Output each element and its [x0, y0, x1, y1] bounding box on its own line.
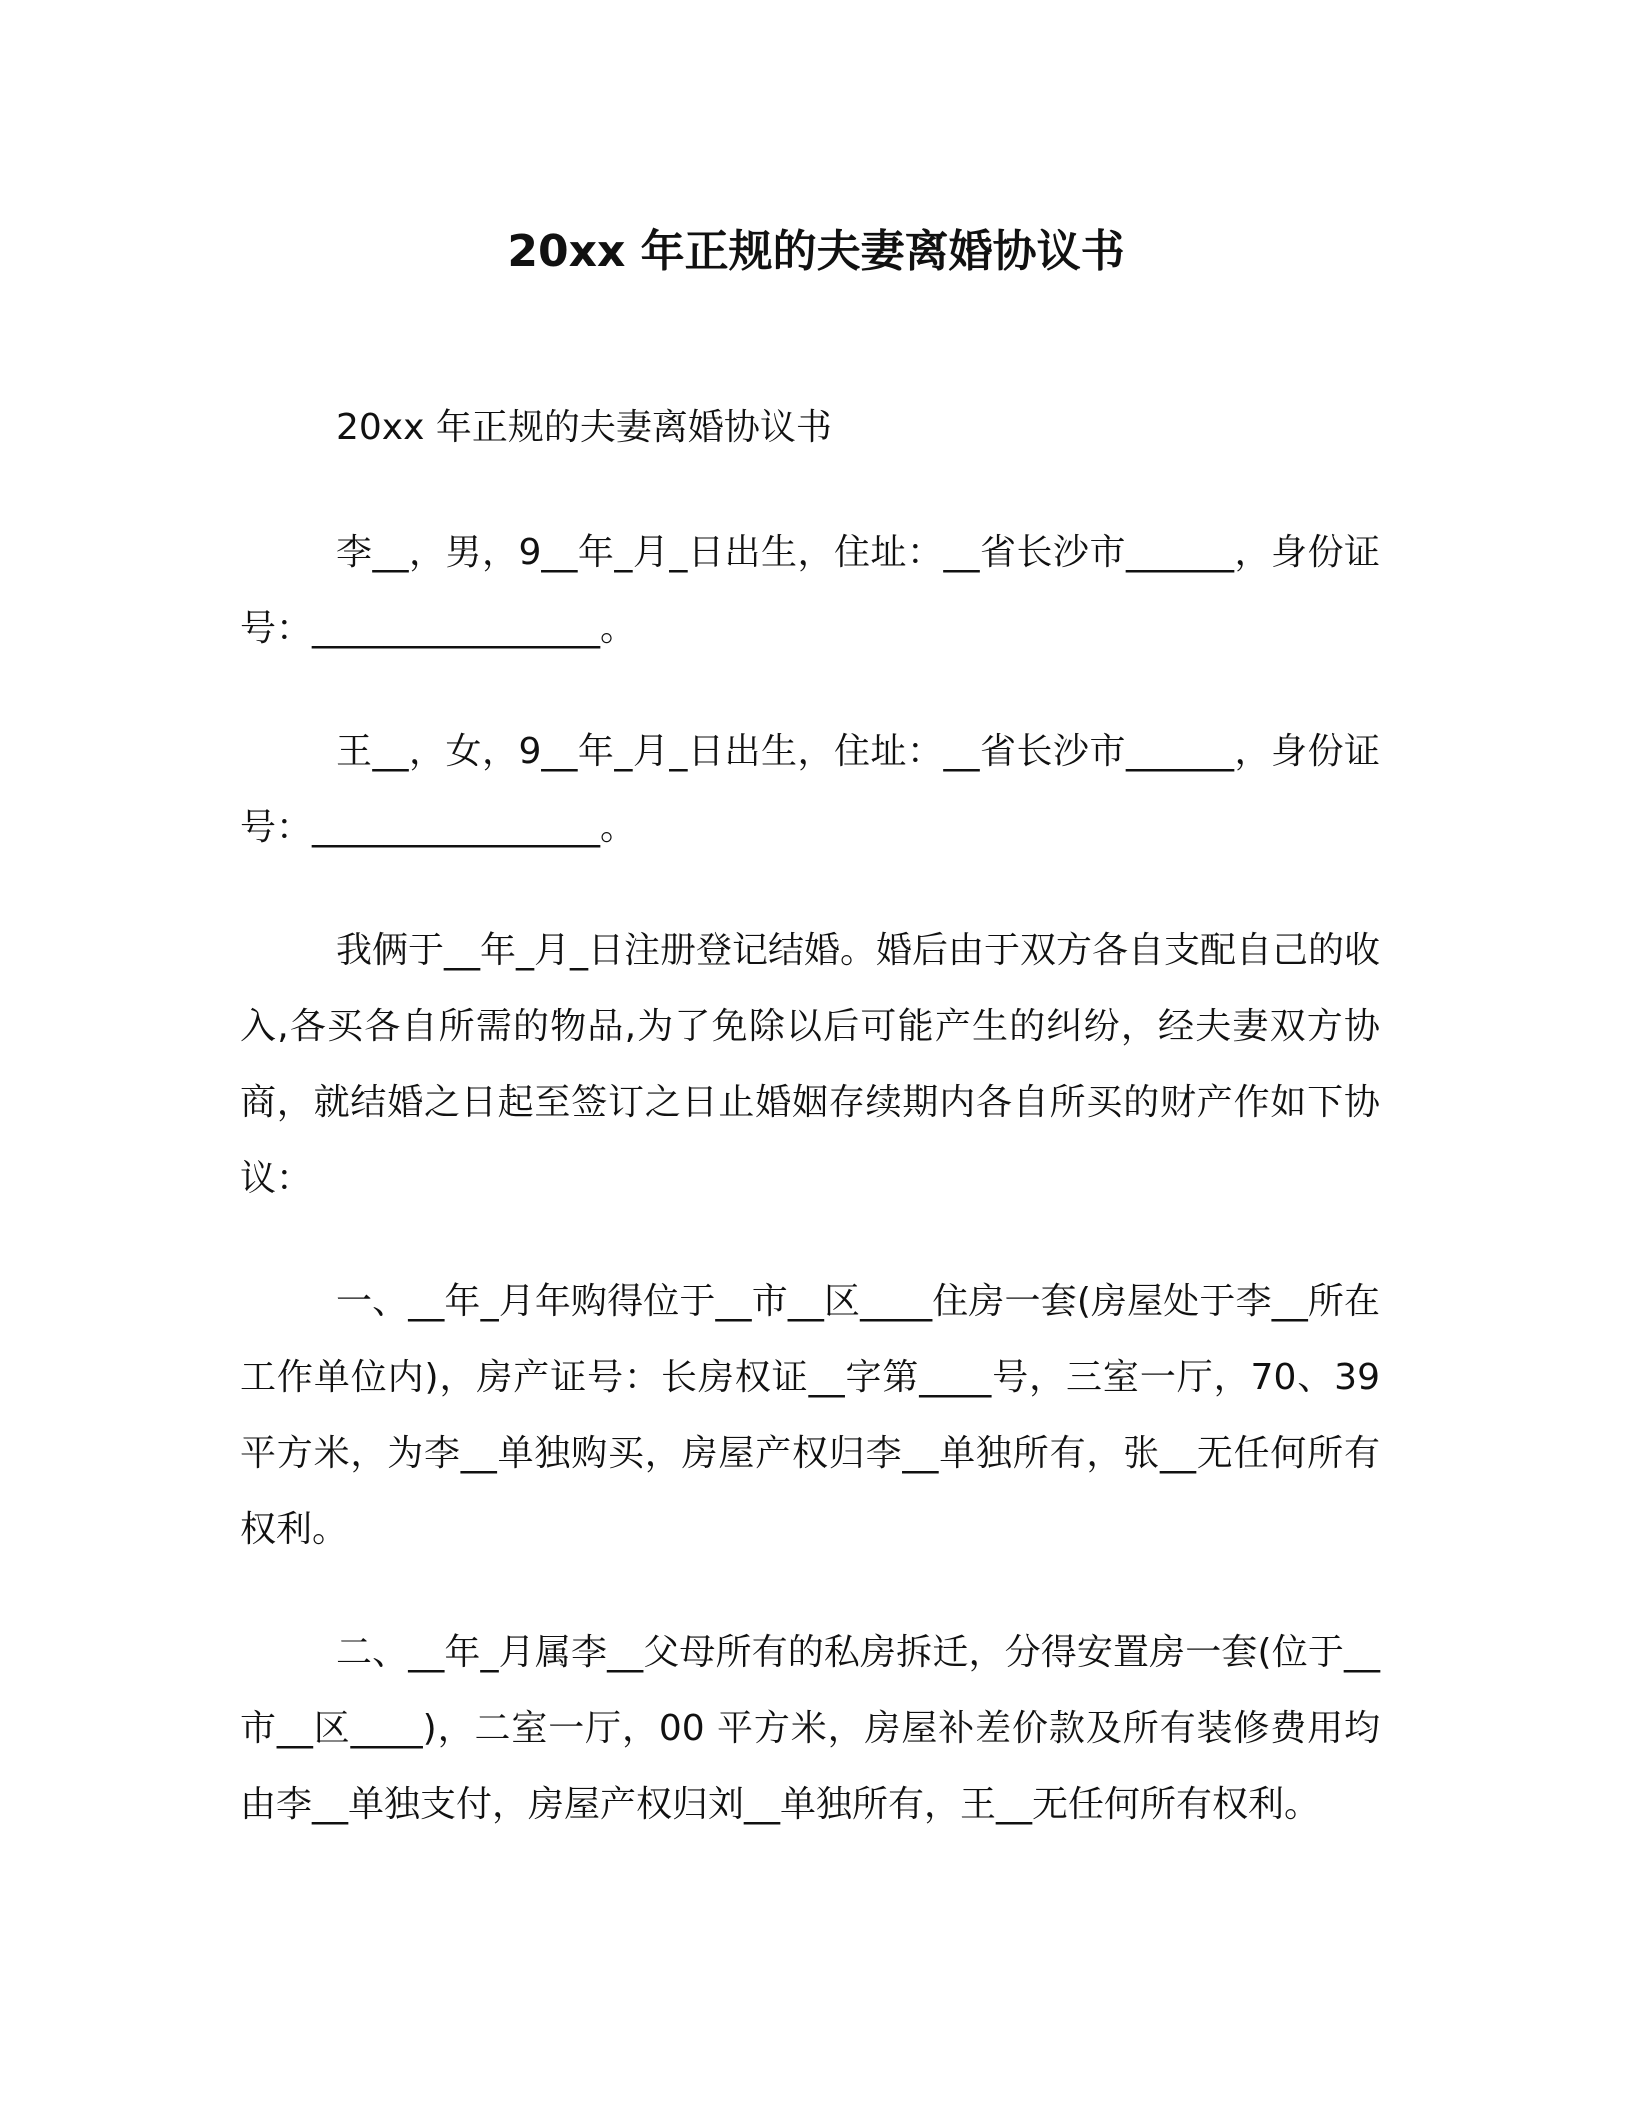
- document-body: [240, 390, 1380, 1890]
- clause-two-paragraph: 二、__年_月属李__父母所有的私房拆迁，分得安置房一套(位于__市__区____)，二室一厅，00 平方米，房屋补差价款及所有装修费用均由李__单独支付，房屋产权归刘__单独所有，王__无任何所有权利。: [240, 1632, 1380, 1825]
- document-subtitle-paragraph: 20xx 年正规的夫妻离婚协议书: [336, 407, 832, 448]
- document-title: 20xx 年正规的夫妻离婚协议书: [507, 226, 1125, 277]
- party-man-paragraph: 李__，男，9__年_月_日出生，住址：__省长沙市______，身份证号：________________。: [240, 532, 1380, 649]
- marriage-agreement-paragraph: 我俩于__年_月_日注册登记结婚。婚后由于双方各自支配自己的收入,各买各自所需的物品,为了免除以后可能产生的纠纷，经夫妻双方协商，就结婚之日起至签订之日止婚姻存续期内各自所买的财产作如下协议：: [240, 930, 1381, 1199]
- clause-one-paragraph: 一、__年_月年购得位于__市__区____住房一套(房屋处于李__所在工作单位内)，房产证号：长房权证__字第____号，三室一厅，70、39 平方米，为李__单独购买，房屋产权归李__单独所有，张__无任何所有权利。: [240, 1281, 1380, 1550]
- party-woman-paragraph: 王__，女，9__年_月_日出生，住址：__省长沙市______，身份证号：________________。: [240, 731, 1380, 848]
